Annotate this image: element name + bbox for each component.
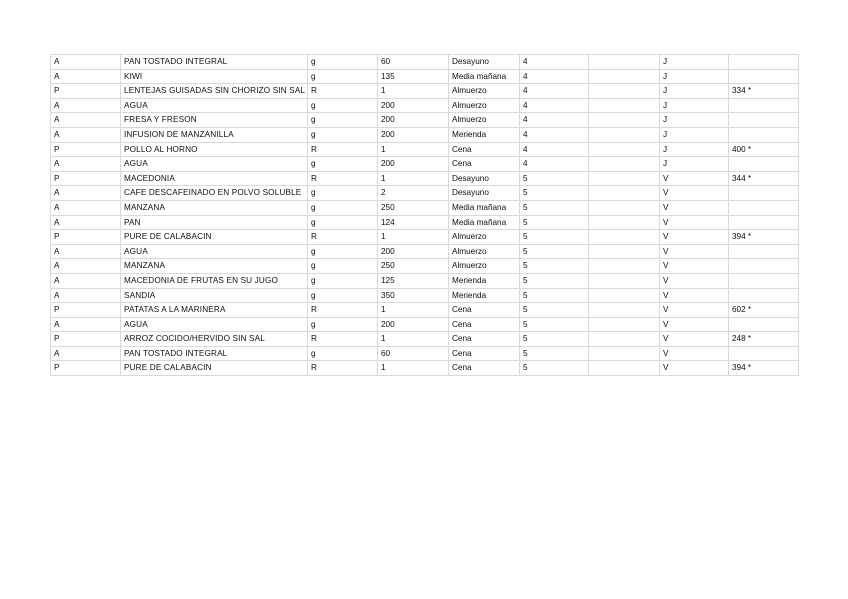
data-table — [50, 54, 799, 376]
day-number-cell: 5 — [520, 200, 589, 215]
table-row — [51, 98, 799, 113]
food-name-cell: MACEDONIA — [121, 171, 308, 186]
day-number-cell: 4 — [520, 69, 589, 84]
weekday-cell: J — [660, 98, 729, 113]
quantity-cell: 1 — [378, 84, 449, 99]
quantity-cell: 200 — [378, 98, 449, 113]
weekday-cell: V — [660, 361, 729, 376]
meal-cell: Almuerzo — [449, 230, 520, 245]
meal-cell: Cena — [449, 157, 520, 172]
day-number-cell: 4 — [520, 84, 589, 99]
meal-cell: Cena — [449, 303, 520, 318]
day-number-cell: 5 — [520, 273, 589, 288]
day-number-cell: 4 — [520, 157, 589, 172]
type-cell: P — [51, 84, 121, 99]
empty-cell — [589, 244, 660, 259]
day-number-cell: 5 — [520, 186, 589, 201]
weekday-cell: V — [660, 200, 729, 215]
empty-cell — [589, 157, 660, 172]
type-cell: A — [51, 69, 121, 84]
unit-cell: g — [308, 317, 378, 332]
weekday-cell: V — [660, 317, 729, 332]
unit-cell: R — [308, 332, 378, 347]
calories-cell — [729, 113, 799, 128]
type-cell: A — [51, 113, 121, 128]
unit-cell: R — [308, 361, 378, 376]
quantity-cell: 125 — [378, 273, 449, 288]
meal-cell: Merienda — [449, 127, 520, 142]
food-name-cell: MACEDONIA DE FRUTAS EN SU JUGO — [121, 273, 308, 288]
table-row — [51, 288, 799, 303]
weekday-cell: J — [660, 113, 729, 128]
meal-cell: Almuerzo — [449, 259, 520, 274]
empty-cell — [589, 127, 660, 142]
type-cell: P — [51, 361, 121, 376]
table-row — [51, 69, 799, 84]
empty-cell — [589, 303, 660, 318]
day-number-cell: 5 — [520, 230, 589, 245]
type-cell: P — [51, 142, 121, 157]
day-number-cell: 4 — [520, 113, 589, 128]
calories-cell: 344 * — [729, 171, 799, 186]
meal-cell: Media mañana — [449, 215, 520, 230]
day-number-cell: 5 — [520, 317, 589, 332]
empty-cell — [589, 317, 660, 332]
food-name-cell: ARROZ COCIDO/HERVIDO SIN SAL — [121, 332, 308, 347]
quantity-cell: 2 — [378, 186, 449, 201]
unit-cell: R — [308, 230, 378, 245]
empty-cell — [589, 200, 660, 215]
table-row — [51, 259, 799, 274]
calories-cell — [729, 288, 799, 303]
day-number-cell: 5 — [520, 346, 589, 361]
meal-cell: Cena — [449, 142, 520, 157]
day-number-cell: 5 — [520, 288, 589, 303]
weekday-cell: V — [660, 230, 729, 245]
empty-cell — [589, 142, 660, 157]
unit-cell: g — [308, 55, 378, 70]
weekday-cell: V — [660, 288, 729, 303]
food-name-cell: PAN — [121, 215, 308, 230]
unit-cell: R — [308, 84, 378, 99]
empty-cell — [589, 273, 660, 288]
table-row — [51, 215, 799, 230]
food-name-cell: PAN TOSTADO INTEGRAL — [121, 346, 308, 361]
food-name-cell: PURE DE CALABACIN — [121, 361, 308, 376]
quantity-cell: 350 — [378, 288, 449, 303]
unit-cell: R — [308, 171, 378, 186]
meal-cell: Almuerzo — [449, 98, 520, 113]
calories-cell — [729, 259, 799, 274]
food-name-cell: AGUA — [121, 317, 308, 332]
quantity-cell: 250 — [378, 259, 449, 274]
weekday-cell: V — [660, 273, 729, 288]
calories-cell — [729, 98, 799, 113]
quantity-cell: 200 — [378, 127, 449, 142]
meal-cell: Cena — [449, 317, 520, 332]
calories-cell — [729, 346, 799, 361]
meal-cell: Almuerzo — [449, 84, 520, 99]
food-name-cell: AGUA — [121, 157, 308, 172]
empty-cell — [589, 113, 660, 128]
table-row — [51, 361, 799, 376]
type-cell: A — [51, 346, 121, 361]
table-row — [51, 127, 799, 142]
weekday-cell: J — [660, 84, 729, 99]
weekday-cell: V — [660, 171, 729, 186]
food-name-cell: FRESA Y FRESON — [121, 113, 308, 128]
day-number-cell: 4 — [520, 127, 589, 142]
calories-cell — [729, 200, 799, 215]
empty-cell — [589, 69, 660, 84]
type-cell: P — [51, 332, 121, 347]
food-name-cell: LENTEJAS GUISADAS SIN CHORIZO SIN SAL — [121, 84, 308, 99]
weekday-cell: V — [660, 346, 729, 361]
quantity-cell: 60 — [378, 346, 449, 361]
meal-cell: Desayuno — [449, 171, 520, 186]
type-cell: A — [51, 200, 121, 215]
meal-cell: Cena — [449, 346, 520, 361]
calories-cell — [729, 69, 799, 84]
type-cell: A — [51, 244, 121, 259]
quantity-cell: 200 — [378, 317, 449, 332]
table-row — [51, 84, 799, 99]
unit-cell: R — [308, 142, 378, 157]
weekday-cell: J — [660, 142, 729, 157]
empty-cell — [589, 288, 660, 303]
type-cell: A — [51, 288, 121, 303]
calories-cell — [729, 127, 799, 142]
unit-cell: g — [308, 98, 378, 113]
table-row — [51, 55, 799, 70]
calories-cell: 248 * — [729, 332, 799, 347]
type-cell: A — [51, 215, 121, 230]
unit-cell: g — [308, 259, 378, 274]
quantity-cell: 250 — [378, 200, 449, 215]
table-row — [51, 200, 799, 215]
quantity-cell: 1 — [378, 142, 449, 157]
quantity-cell: 60 — [378, 55, 449, 70]
type-cell: A — [51, 273, 121, 288]
table-row — [51, 186, 799, 201]
empty-cell — [589, 84, 660, 99]
meal-cell: Almuerzo — [449, 113, 520, 128]
type-cell: A — [51, 127, 121, 142]
day-number-cell: 5 — [520, 259, 589, 274]
type-cell: P — [51, 171, 121, 186]
table-row — [51, 244, 799, 259]
calories-cell — [729, 186, 799, 201]
unit-cell: g — [308, 288, 378, 303]
calories-cell — [729, 55, 799, 70]
weekday-cell: V — [660, 244, 729, 259]
meal-cell: Cena — [449, 332, 520, 347]
food-name-cell: AGUA — [121, 244, 308, 259]
food-name-cell: KIWI — [121, 69, 308, 84]
unit-cell: g — [308, 215, 378, 230]
unit-cell: g — [308, 186, 378, 201]
calories-cell: 400 * — [729, 142, 799, 157]
calories-cell — [729, 317, 799, 332]
quantity-cell: 1 — [378, 361, 449, 376]
calories-cell: 334 * — [729, 84, 799, 99]
day-number-cell: 5 — [520, 244, 589, 259]
unit-cell: g — [308, 113, 378, 128]
meal-cell: Cena — [449, 361, 520, 376]
quantity-cell: 135 — [378, 69, 449, 84]
weekday-cell: V — [660, 215, 729, 230]
table-body — [51, 55, 799, 376]
calories-cell: 394 * — [729, 230, 799, 245]
food-name-cell: AGUA — [121, 98, 308, 113]
quantity-cell: 200 — [378, 157, 449, 172]
meal-cell: Media mañana — [449, 69, 520, 84]
quantity-cell: 1 — [378, 303, 449, 318]
quantity-cell: 1 — [378, 332, 449, 347]
weekday-cell: V — [660, 259, 729, 274]
table-row — [51, 273, 799, 288]
meal-cell: Merienda — [449, 288, 520, 303]
table-row — [51, 303, 799, 318]
food-name-cell: INFUSION DE MANZANILLA — [121, 127, 308, 142]
quantity-cell: 200 — [378, 244, 449, 259]
day-number-cell: 5 — [520, 171, 589, 186]
food-name-cell: MANZANA — [121, 200, 308, 215]
calories-cell: 394 * — [729, 361, 799, 376]
type-cell: A — [51, 98, 121, 113]
table-row — [51, 230, 799, 245]
meal-cell: Media mañana — [449, 200, 520, 215]
weekday-cell: V — [660, 303, 729, 318]
empty-cell — [589, 361, 660, 376]
table-row — [51, 113, 799, 128]
weekday-cell: V — [660, 186, 729, 201]
calories-cell — [729, 215, 799, 230]
food-name-cell: PURE DE CALABACIN — [121, 230, 308, 245]
type-cell: A — [51, 186, 121, 201]
empty-cell — [589, 259, 660, 274]
day-number-cell: 4 — [520, 55, 589, 70]
empty-cell — [589, 186, 660, 201]
empty-cell — [589, 171, 660, 186]
table-row — [51, 317, 799, 332]
food-name-cell: POLLO AL HORNO — [121, 142, 308, 157]
type-cell: A — [51, 317, 121, 332]
unit-cell: g — [308, 273, 378, 288]
day-number-cell: 4 — [520, 142, 589, 157]
quantity-cell: 124 — [378, 215, 449, 230]
unit-cell: g — [308, 69, 378, 84]
type-cell: P — [51, 230, 121, 245]
weekday-cell: J — [660, 127, 729, 142]
food-name-cell: PATATAS A LA MARINERA — [121, 303, 308, 318]
table-row — [51, 142, 799, 157]
calories-cell — [729, 273, 799, 288]
food-name-cell: PAN TOSTADO INTEGRAL — [121, 55, 308, 70]
quantity-cell: 1 — [378, 230, 449, 245]
weekday-cell: J — [660, 55, 729, 70]
unit-cell: g — [308, 244, 378, 259]
weekday-cell: J — [660, 157, 729, 172]
weekday-cell: V — [660, 332, 729, 347]
type-cell: A — [51, 259, 121, 274]
meal-cell: Desayuno — [449, 186, 520, 201]
day-number-cell: 5 — [520, 332, 589, 347]
empty-cell — [589, 230, 660, 245]
type-cell: P — [51, 303, 121, 318]
unit-cell: g — [308, 127, 378, 142]
meal-cell: Merienda — [449, 273, 520, 288]
table-row — [51, 157, 799, 172]
calories-cell — [729, 244, 799, 259]
unit-cell: R — [308, 303, 378, 318]
empty-cell — [589, 346, 660, 361]
day-number-cell: 5 — [520, 215, 589, 230]
type-cell: A — [51, 157, 121, 172]
day-number-cell: 5 — [520, 303, 589, 318]
table-row — [51, 171, 799, 186]
food-name-cell: SANDIA — [121, 288, 308, 303]
weekday-cell: J — [660, 69, 729, 84]
food-name-cell: MANZANA — [121, 259, 308, 274]
day-number-cell: 4 — [520, 98, 589, 113]
empty-cell — [589, 55, 660, 70]
calories-cell — [729, 157, 799, 172]
unit-cell: g — [308, 346, 378, 361]
table-row — [51, 332, 799, 347]
unit-cell: g — [308, 157, 378, 172]
meal-cell: Desayuno — [449, 55, 520, 70]
meal-cell: Almuerzo — [449, 244, 520, 259]
day-number-cell: 5 — [520, 361, 589, 376]
table-row — [51, 346, 799, 361]
type-cell: A — [51, 55, 121, 70]
quantity-cell: 1 — [378, 171, 449, 186]
empty-cell — [589, 332, 660, 347]
food-name-cell: CAFE DESCAFEINADO EN POLVO SOLUBLE — [121, 186, 308, 201]
unit-cell: g — [308, 200, 378, 215]
quantity-cell: 200 — [378, 113, 449, 128]
empty-cell — [589, 98, 660, 113]
empty-cell — [589, 215, 660, 230]
calories-cell: 602 * — [729, 303, 799, 318]
